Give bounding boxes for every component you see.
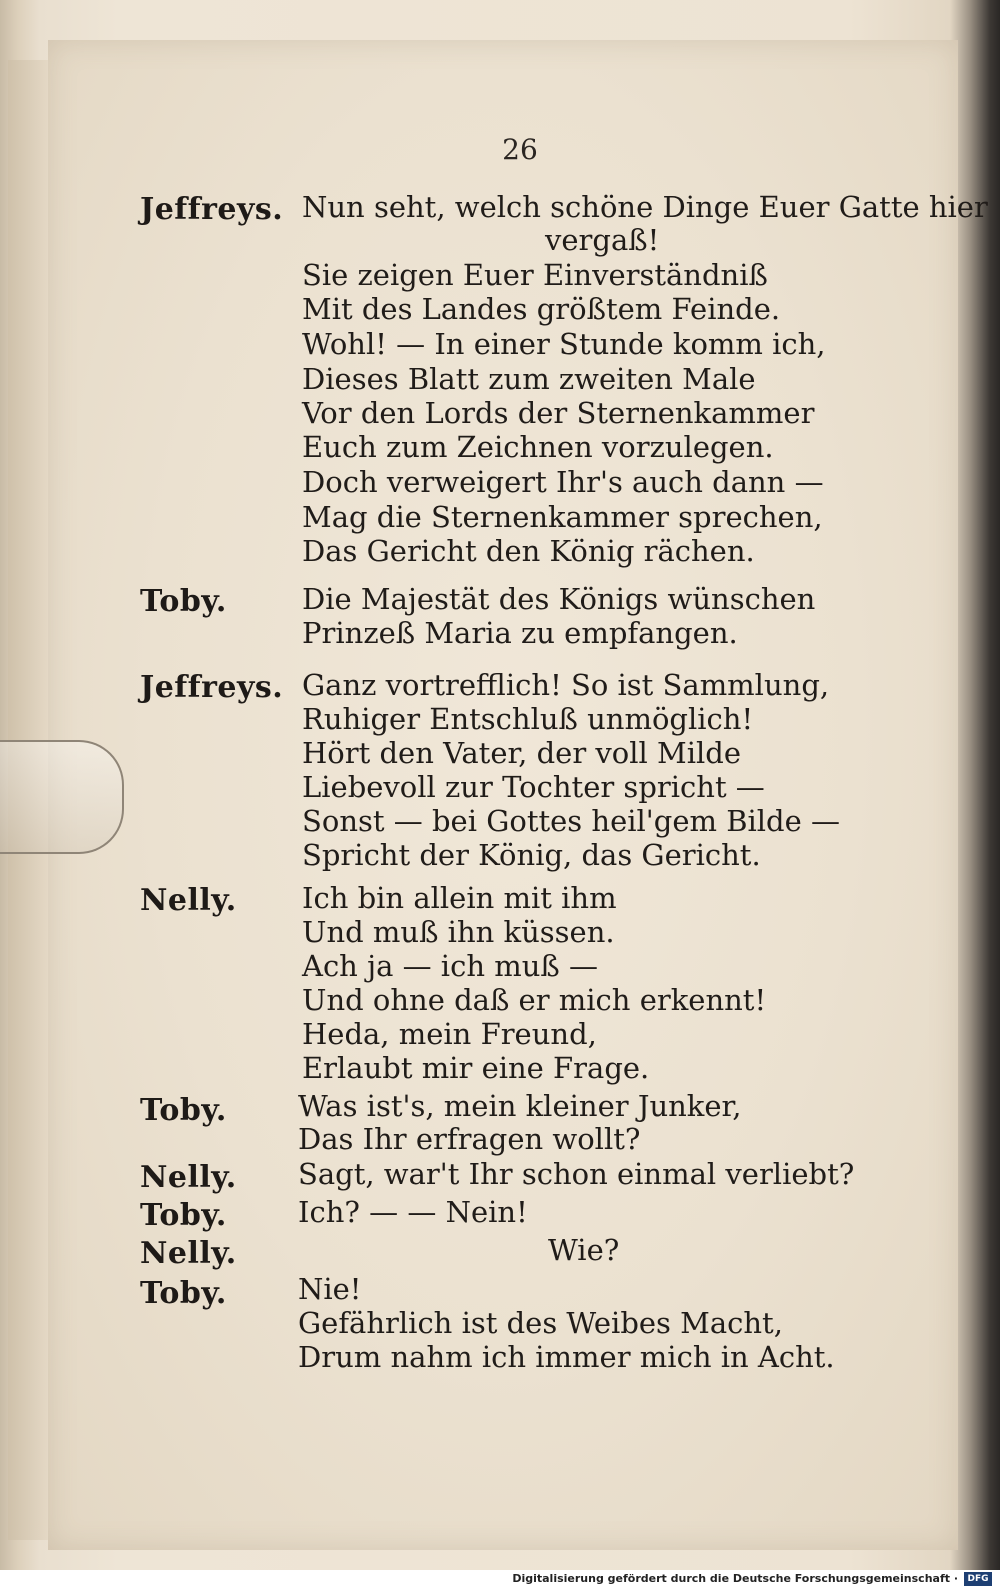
verse-line: Dieses Blatt zum zweiten Male (302, 362, 756, 396)
verse-line: Mag die Sternenkammer sprechen, (302, 500, 823, 534)
verse-line: Drum nahm ich immer mich in Acht. (298, 1340, 835, 1374)
speaker-name: Nelly. (140, 1236, 237, 1271)
verse-line: Das Gericht den König rächen. (302, 534, 755, 568)
verse-line: vergaß! (545, 223, 660, 257)
verse-line: Spricht der König, das Gericht. (302, 838, 761, 872)
speaker-name: Toby. (140, 584, 227, 619)
verse-line: Sagt, war't Ihr schon einmal verliebt? (298, 1157, 855, 1191)
verse-line: Liebevoll zur Tochter spricht — (302, 770, 765, 804)
footer-credit: Digitalisierung gefördert durch die Deutsche Forschungsgemeinschaft · (512, 1572, 958, 1585)
speaker-name: Jeffreys. (140, 670, 284, 705)
verse-line: Ruhiger Entschluß unmöglich! (302, 702, 754, 736)
speaker-name: Toby. (140, 1093, 227, 1128)
verse-line: Wie? (548, 1233, 620, 1267)
speaker-name: Toby. (140, 1198, 227, 1233)
verse-line: Nun seht, welch schöne Dinge Euer Gatte hier (302, 190, 988, 224)
verse-line: Vor den Lords der Sternenkammer (302, 396, 815, 430)
verse-line: Das Ihr erfragen wollt? (298, 1122, 641, 1156)
verse-line: Sie zeigen Euer Einverständniß (302, 258, 768, 292)
verse-line: Mit des Landes größtem Feinde. (302, 292, 781, 326)
verse-line: Euch zum Zeichnen vorzulegen. (302, 430, 774, 464)
page-clip (0, 740, 124, 854)
speaker-name: Jeffreys. (140, 192, 284, 227)
speaker-name: Nelly. (140, 1160, 237, 1195)
speaker-name: Nelly. (140, 883, 237, 918)
verse-line: Hört den Vater, der voll Milde (302, 736, 741, 770)
verse-line: Nie! (298, 1272, 362, 1306)
verse-line: Prinzeß Maria zu empfangen. (302, 616, 738, 650)
verse-line: Und ohne daß er mich erkennt! (302, 983, 767, 1017)
verse-line: Was ist's, mein kleiner Junker, (298, 1089, 742, 1123)
verse-line: Gefährlich ist des Weibes Macht, (298, 1306, 783, 1340)
footer-bar (0, 1570, 1000, 1590)
verse-line: Ich bin allein mit ihm (302, 881, 617, 915)
verse-line: Die Majestät des Königs wünschen (302, 582, 816, 616)
dfg-logo-icon: DFG (964, 1572, 992, 1586)
verse-line: Wohl! — In einer Stunde komm ich, (302, 327, 826, 361)
page-number: 26 (502, 133, 538, 166)
verse-line: Ach ja — ich muß — (302, 949, 598, 983)
verse-line: Und muß ihn küssen. (302, 915, 615, 949)
verse-line: Sonst — bei Gottes heil'gem Bilde — (302, 804, 841, 838)
verse-line: Erlaubt mir eine Frage. (302, 1051, 650, 1085)
verse-line: Heda, mein Freund, (302, 1017, 597, 1051)
verse-line: Doch verweigert Ihr's auch dann — (302, 465, 824, 499)
verse-line: Ganz vortrefflich! So ist Sammlung, (302, 668, 830, 702)
speaker-name: Toby. (140, 1276, 227, 1311)
verse-line: Ich? — — Nein! (298, 1195, 528, 1229)
